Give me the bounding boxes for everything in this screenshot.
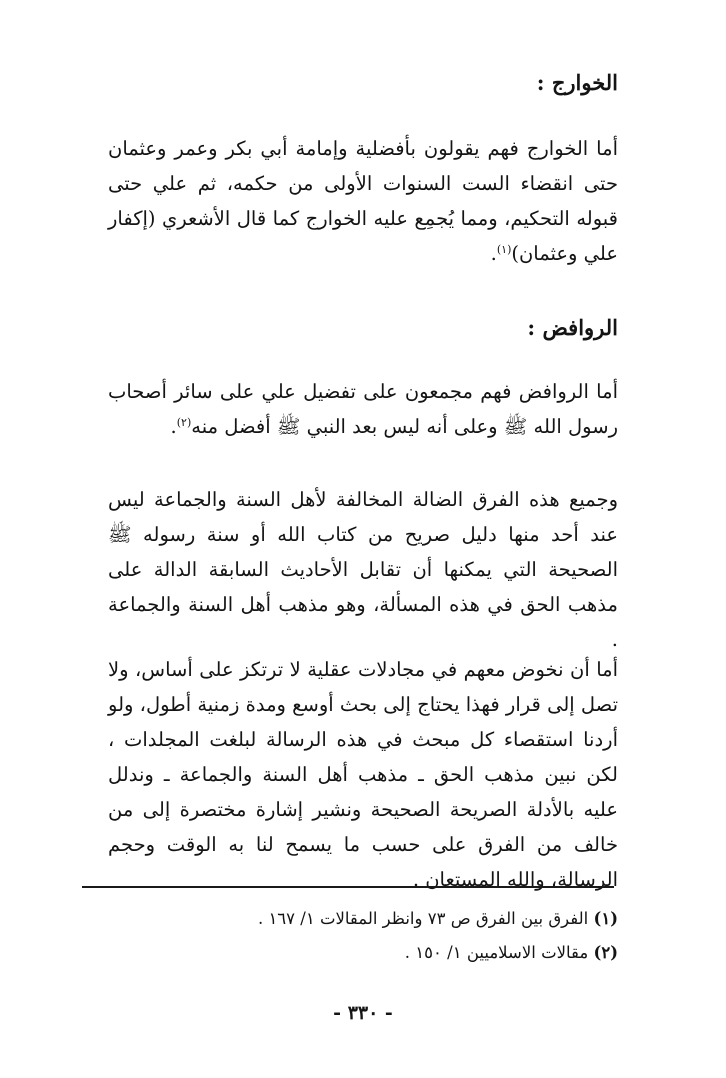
body-paragraph-1: وجميع هذه الفرق الضالة المخالفة لأهل السنة والجماعة ليس عند أحد منها دليل صريح من كتاب الله أو سنة رسوله ﷺ الصحيحة التي يمكنها أن تقابل الأحاديث السابقة الدالة على مذهب الحق في هذه المسألة، وهو مذهب أهل السنة والجماعة . <box>108 488 618 651</box>
rawafid-paragraph <box>108 374 618 444</box>
rawafid-tail: . <box>170 415 177 438</box>
section-heading-khawarij: الخوارج : <box>536 70 618 95</box>
page-number: - ٣٣٠ - <box>333 1002 393 1024</box>
footnote-1 <box>258 906 618 932</box>
body-paragraph-2: أما أن نخوض معهم في مجادلات عقلية لا ترتكز على أساس، ولا تصل إلى قرار فهذا يحتاج إلى بحث أوسع ومدة زمنية أطول، ولو أردنا استقصاء كل مبحث في هذه الرسالة لبلغت المجلدات ، لكن نبين مذهب الحق ـ مذهب أهل السنة والجماعة ـ وندلل عليه بالأدلة الصريحة الصحيحة ونشير إشارة مختصرة إلى من خالف من الفرق على حسب ما يسمح لنا به الوقت وحجم الرسالة، والله المستعان . <box>108 658 618 891</box>
footnote-2-text: مقالات الاسلاميين ١/ ١٥٠ . <box>404 943 589 962</box>
footnote-divider <box>82 886 614 888</box>
footnote-2-number: (٢) <box>593 943 618 962</box>
khawarij-tail: . <box>490 242 497 265</box>
footnote-1-number: (١) <box>593 909 618 928</box>
footnote-1-text: الفرق بين الفرق ص ٧٣ وانظر المقالات ١/ ١٦٧ . <box>257 909 589 928</box>
section-heading-rawafid: الروافض : <box>527 315 618 340</box>
rawafid-text: أما الروافض فهم مجمعون على تفضيل علي على سائر أصحاب رسول الله ﷺ وعلى أنه ليس بعد النبي ﷺ أفضل منه <box>108 380 618 438</box>
khawarij-text: أما الخوارج فهم يقولون بأفضلية وإمامة أبي بكر وعمر وعثمان حتى انقضاء الست السنوات الأولى من حكمه، ثم علي حتى قبوله التحكيم، ومما يُجمِع عليه الخوارج كما قال الأشعري (إكفار علي وعثمان) <box>108 137 618 265</box>
khawarij-paragraph <box>108 131 618 271</box>
footnote-ref-2[interactable]: (٢) <box>176 416 192 429</box>
footnote-2 <box>405 940 618 966</box>
footnote-ref-1[interactable]: (١) <box>496 243 512 256</box>
